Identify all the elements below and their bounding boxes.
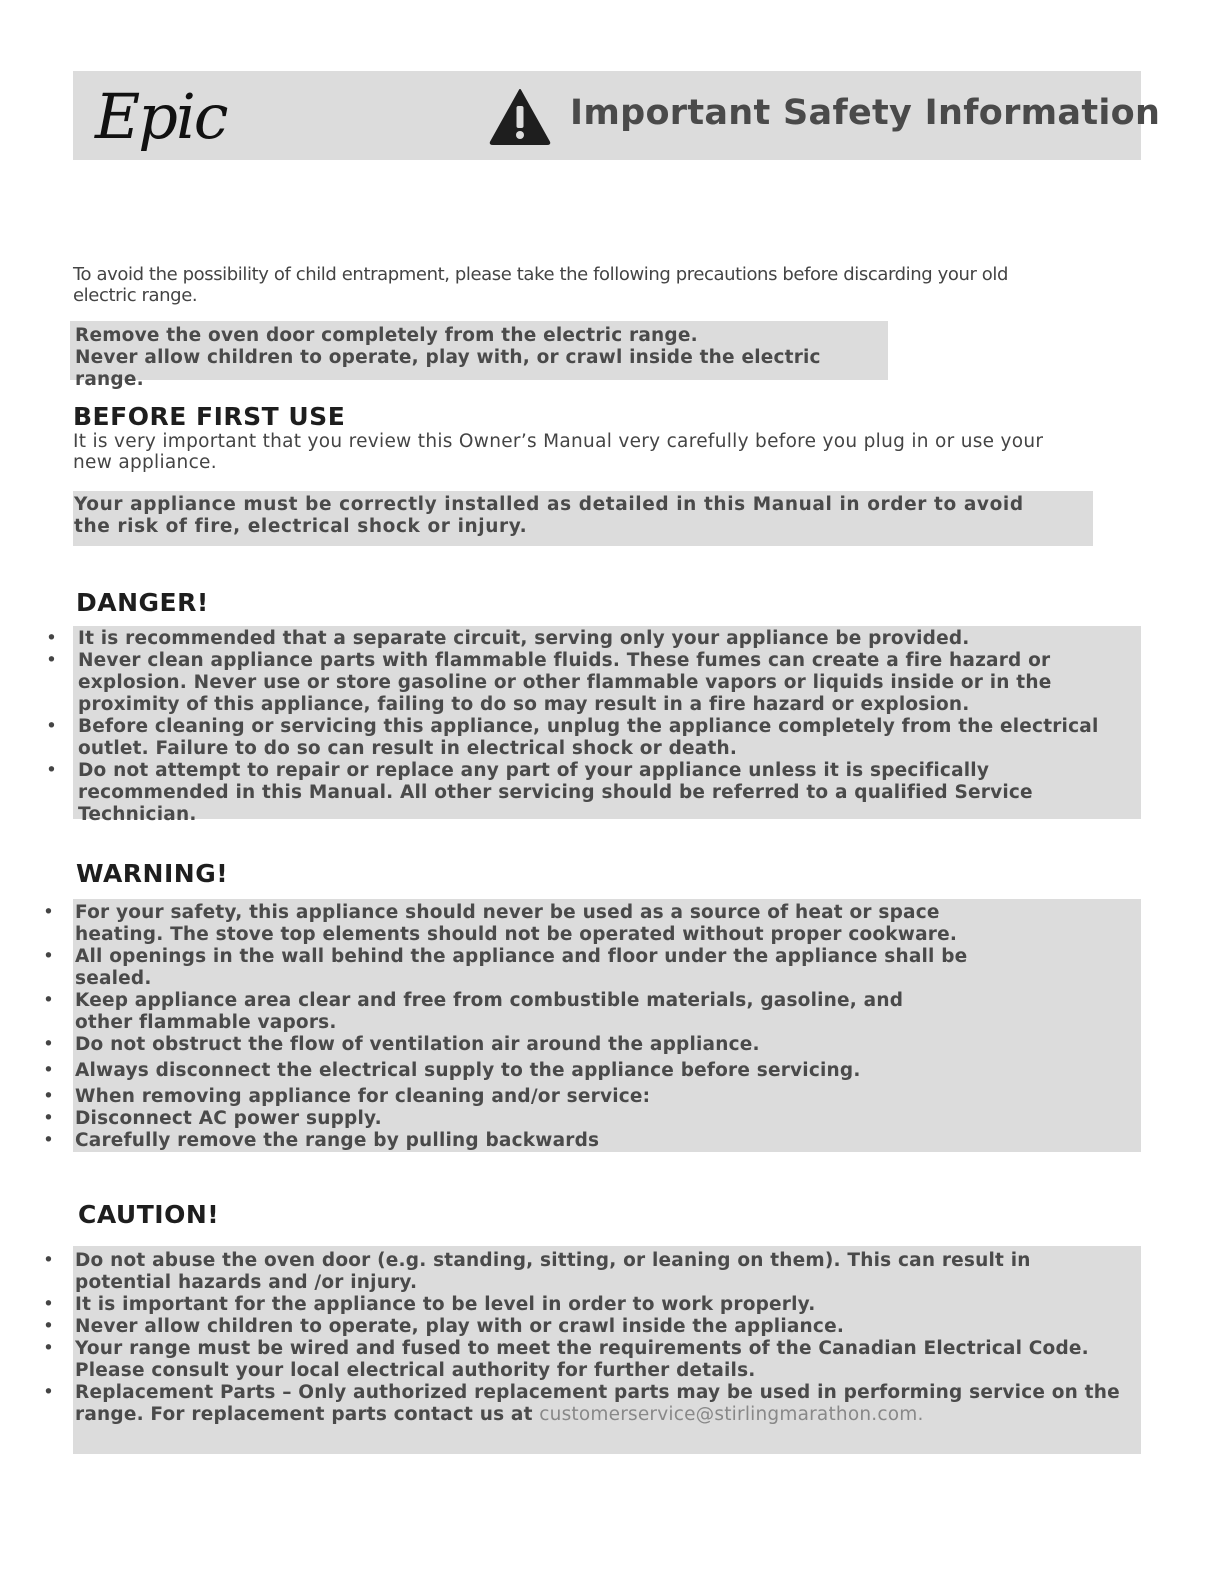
intro-box-line: Never allow children to operate, play with, or crawl inside the electric range. — [75, 347, 821, 390]
warning-item: • All openings in the wall behind the appliance and floor under the appliance shall be sealed. — [75, 946, 1041, 990]
page-header — [73, 71, 1161, 160]
caution-item-replacement-parts — [75, 1382, 1121, 1426]
warning-item: • Keep appliance area clear and free from combustible materials, gasoline, and other flammable vapors. — [75, 990, 1041, 1034]
danger-item: • It is recommended that a separate circuit, serving only your appliance be provided. — [78, 628, 1133, 650]
page-title: Important Safety Information — [570, 93, 1161, 133]
caution-list — [75, 1250, 1121, 1426]
install-box: Your appliance must be correctly installed as detailed in this Manual in order to avoid the risk of fire, electrical shock or injury. — [73, 491, 1093, 546]
warning-item: • When removing appliance for cleaning and/or service: — [75, 1086, 1041, 1108]
warning-heading: WARNING! — [76, 859, 229, 888]
danger-list — [78, 628, 1133, 826]
before-first-use-text: It is very important that you review this Owner’s Manual very carefully before you plug in or use your new appliance. — [73, 431, 1044, 473]
warning-item: • Carefully remove the range by pulling backwards — [75, 1130, 1041, 1152]
intro-text: To avoid the possibility of child entrapment, please take the following precautions before discarding your old electric range. — [73, 264, 1009, 306]
warning-item: • Do not obstruct the flow of ventilation air around the appliance. — [75, 1034, 1041, 1056]
logo-text: Epic — [95, 80, 227, 153]
before-first-use-heading: BEFORE FIRST USE — [73, 402, 346, 431]
danger-box — [73, 626, 1141, 825]
warning-list — [75, 902, 1041, 1152]
warning-item: • Always disconnect the electrical supply to the appliance before servicing. — [75, 1060, 1041, 1082]
caution-item: • Never allow children to operate, play with or crawl inside the appliance. — [75, 1316, 1121, 1338]
danger-heading: DANGER! — [76, 588, 209, 617]
warning-triangle-icon — [489, 88, 551, 145]
danger-item: • Before cleaning or servicing this appliance, unplug the appliance completely from the electrical outlet. Failure to do so can result in electrical shock or death. — [78, 716, 1133, 760]
warning-item: • For your safety, this appliance should never be used as a source of heat or space heating. The stove top elements should not be operated without proper cookware. — [75, 902, 1041, 946]
caution-item: • Your range must be wired and fused to meet the requirements of the Canadian Electrical Code. Please consult your local electrical authority for further details. — [75, 1338, 1121, 1382]
epic-logo — [95, 75, 225, 159]
danger-item: • Do not attempt to repair or replace any part of your appliance unless it is specifically recommended in this Manual. All other servicing should be referred to a qualified Service Technician. — [78, 760, 1133, 826]
danger-item: • Never clean appliance parts with flammable fluids. These fumes can create a fire hazard or explosion. Never use or store gasoline or other flammable vapors or liquids inside or in the proximity of this appliance, failing to do so may result in a fire hazard or explosion. — [78, 650, 1133, 716]
customer-service-email-link[interactable]: customerservice@stirlingmarathon.com. — [539, 1404, 924, 1425]
warning-item: • Disconnect AC power supply. — [75, 1108, 1041, 1130]
caution-item-text: Replacement Parts – Only authorized replacement parts may be used in performing service on the range. For replacement parts contact us at — [75, 1382, 1120, 1425]
intro-box-line: Remove the oven door completely from the electric range. — [75, 325, 698, 346]
intro-box — [70, 321, 888, 390]
caution-box — [73, 1246, 1141, 1454]
warning-box — [73, 899, 1141, 1152]
caution-item: • Do not abuse the oven door (e.g. standing, sitting, or leaning on them). This can result in potential hazards and /or injury. — [75, 1250, 1121, 1294]
caution-item: • It is important for the appliance to be level in order to work properly. — [75, 1294, 1121, 1316]
caution-heading: CAUTION! — [78, 1200, 220, 1229]
